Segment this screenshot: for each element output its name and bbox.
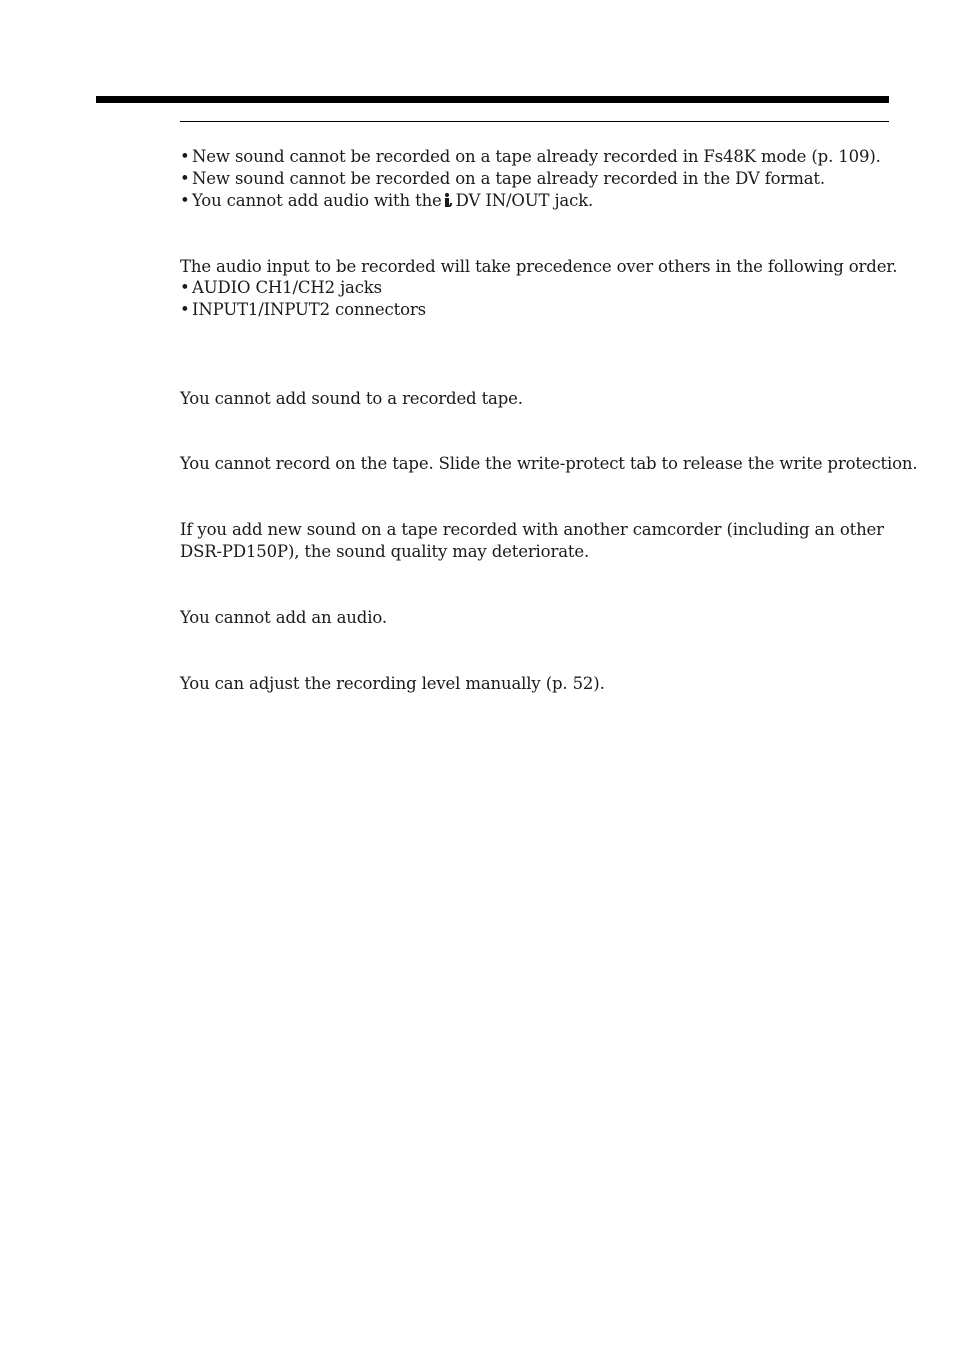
recording-level-note: You can adjust the recording level manually (p. 52).	[180, 674, 605, 693]
i-link-icon	[444, 193, 453, 207]
input-priority-intro: The audio input to be recorded will take precedence over others in the following order.	[180, 257, 898, 276]
bullet: •	[180, 278, 190, 297]
header-rule-thick	[96, 96, 889, 103]
recorded-tape-note: You cannot add sound to a recorded tape.	[180, 389, 523, 408]
header-rule-thin	[180, 121, 889, 122]
bullet: •	[180, 300, 190, 319]
note-dv-jack: • You cannot add audio with the DV IN/OUT jack.	[180, 191, 594, 210]
input-priority-item: • AUDIO CH1/CH2 jacks	[180, 278, 382, 297]
other-camcorder-note-line1: If you add new sound on a tape recorded with another camcorder (including an other	[180, 520, 884, 539]
note-fs48k: • New sound cannot be recorded on a tape already recorded in Fs48K mode (p. 109).	[180, 147, 881, 166]
bullet: •	[180, 147, 190, 166]
other-camcorder-note-line2: DSR-PD150P), the sound quality may deteriorate.	[180, 542, 590, 561]
write-protect-note: You cannot record on the tape. Slide the write-protect tab to release the write protection.	[180, 454, 918, 473]
note-dv-format: • New sound cannot be recorded on a tape already recorded in the DV format.	[180, 169, 825, 188]
input-priority-item: • INPUT1/INPUT2 connectors	[180, 300, 426, 319]
bullet: •	[180, 169, 190, 188]
bullet: •	[180, 191, 190, 210]
no-audio-note: You cannot add an audio.	[180, 608, 387, 627]
